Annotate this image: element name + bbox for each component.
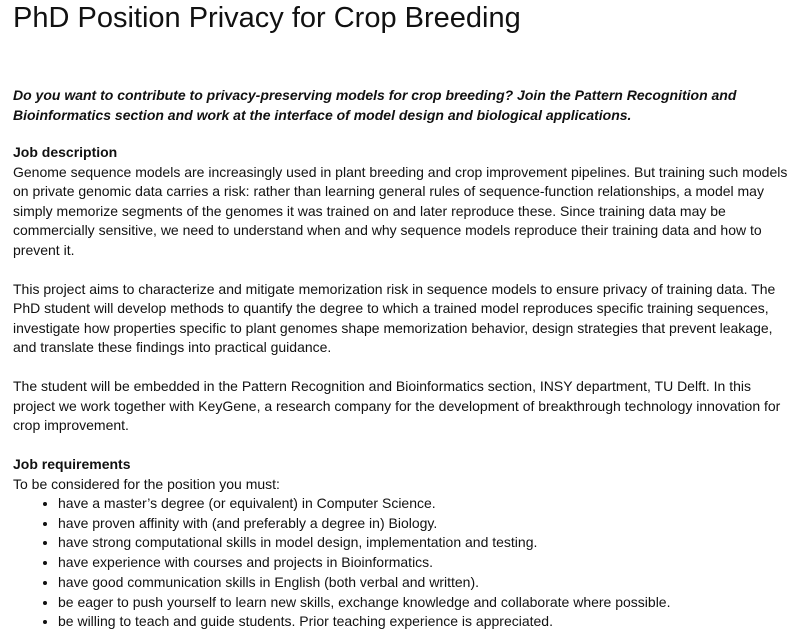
list-item: • have proven affinity with (and preferably a degree in) Biology. bbox=[58, 514, 793, 534]
description-paragraph-3: The student will be embedded in the Pattern Recognition and Bioinformatics section, INSY department, TU Delft. In this project we work together with KeyGene, a research company for the development of breakthrough technology innovation for crop improvement. bbox=[13, 378, 781, 433]
description-paragraph-2: This project aims to characterize and mitigate memorization risk in sequence models to ensure privacy of training data. The PhD student will develop methods to quantify the degree to which a trained model reproduces specific training sequences, investigate how properties specific to plant genomes shape memorization behavior, design strategies that prevent leakage, and translate these findings into practical guidance. bbox=[13, 280, 776, 355]
list-item: • have experience with courses and projects in Bioinformatics. bbox=[58, 553, 793, 573]
list-item: • be eager to push yourself to learn new skills, exchange knowledge and collaborate where possible. bbox=[58, 593, 793, 613]
job-posting bbox=[13, 0, 793, 632]
list-item: • have good communication skills in English (both verbal and written). bbox=[58, 573, 793, 593]
job-requirements-heading: Job requirements bbox=[13, 456, 131, 472]
job-requirements-section bbox=[13, 455, 793, 632]
job-description-section bbox=[13, 143, 793, 436]
job-description-heading: Job description bbox=[13, 144, 118, 160]
requirements-lead: To be considered for the position you must: bbox=[13, 475, 280, 492]
description-paragraph-1: Genome sequence models are increasingly used in plant breeding and crop improvement pipelines. But training such models on private genomic data carries a risk: rather than learning general rules of sequence-function relationships, a model may simply memorize segments of the genomes it was trained on and later reproduce these. Since training data may be commercially sensitive, we need to understand when and why sequence models reproduce their training data and how to prevent it. bbox=[13, 163, 788, 258]
list-item: • have a master’s degree (or equivalent) in Computer Science. bbox=[58, 494, 793, 514]
list-item: • be willing to teach and guide students. Prior teaching experience is appreciated. bbox=[58, 612, 793, 632]
page-title: PhD Position Privacy for Crop Breeding bbox=[13, 2, 521, 34]
intro-text: Do you want to contribute to privacy-preserving models for crop breeding? Join the Pattern Recognition and Bioinformatics section and work at the interface of model design and biological applications. bbox=[13, 87, 737, 123]
requirements-list bbox=[13, 494, 793, 632]
list-item: • have strong computational skills in model design, implementation and testing. bbox=[58, 533, 793, 553]
